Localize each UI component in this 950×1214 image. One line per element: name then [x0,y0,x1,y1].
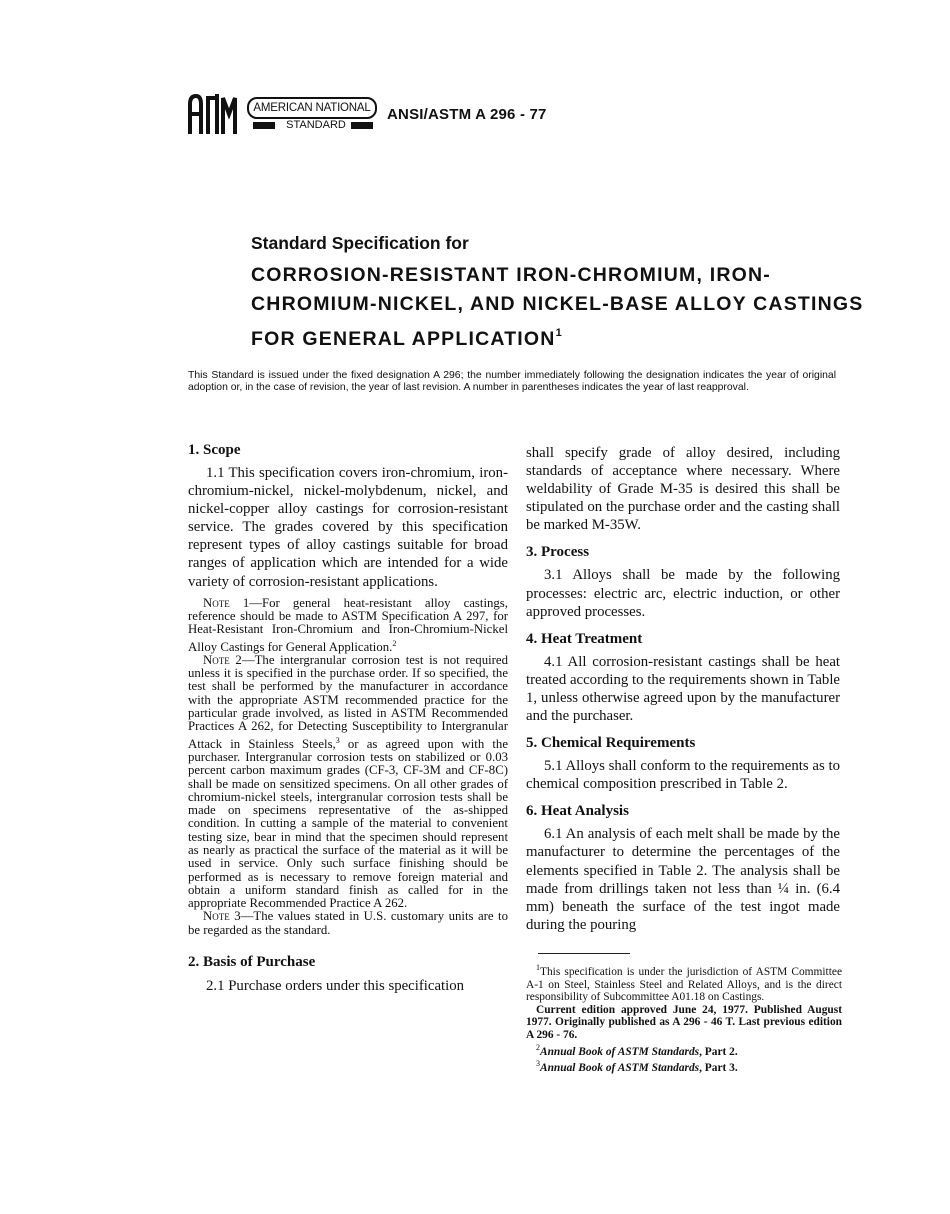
footnote-2-mark: 2 [536,1042,540,1052]
footnotes [526,962,842,1075]
note-3 [188,910,508,937]
footnote-3-part: , Part 3. [699,1062,738,1075]
standard-designation: ANSI/ASTM A 296 - 77 [387,106,547,123]
footnote-1-mark: 1 [536,963,540,972]
title-intro: Standard Specification for [251,233,469,253]
footnote-1-text: This specification is under the jurisdiction of ASTM Committee A-1 on Steel, Stainless Steel and Related Alloys, and is the direct responsibility of Subcommittee A01.18 on Castings. [526,966,842,1004]
paragraph-1-1: 1.1 This specification covers iron-chromium, iron-chromium-nickel, nickel-molybdenum, nickel, and nickel-copper alloy castings for corrosion-resistant service. The grades covered by this specification represent types of alloy castings suitable for broad ranges of application which are intended for a wide variety of corrosion-resistant applications. [188,465,508,590]
footnote-2-book: Annual Book of ASTM Standards [540,1045,700,1058]
note-1-label: Note 1 [203,595,250,610]
note-1-text: —For general heat-resistant alloy castings, reference should be made to ASTM Specification A 297, for Heat-Resistant Iron-Chromium and Iron-Chromium-Nickel Alloy Castings for General Application. [188,595,508,654]
footnote-3-mark: 3 [536,1059,540,1069]
page-title [251,261,871,354]
section-heading-process: 3. Process [526,544,590,561]
paragraph-6-1: 6.1 An analysis of each melt shall be made by the manufacturer to determine the percentages of the elements specified in Table 2. The analysis shall be made from drillings taken not less than ¼ in. (6.4 mm) beneath the surface of the test ingot made during the pouring [526,826,840,933]
note-3-label: Note 3 [203,909,241,924]
issue-note: This Standard is issued under the fixed designation A 296; the number immediately following the designation indicates the year of original adoption or, in the case of revision, the year of last revision. A number in parentheses indicates the year of last reapproval. [188,370,836,393]
badge-line-1: AMERICAN NATIONAL [247,97,377,119]
title-text: CORROSION-RESISTANT IRON-CHROMIUM, IRON-CHROMIUM-NICKEL, AND NICKEL-BASE ALLOY CASTINGS FOR GENERAL APPLICATION [251,264,864,350]
paragraph-4-1: 4.1 All corrosion-resistant castings shall be heat treated according to the requirements shown in Table 1, unless otherwise agreed upon by the manufacturer and the purchaser. [526,653,840,725]
footnote-2-part: , Part 2. [699,1045,738,1058]
note-2-text-a: —The intergranular corrosion test is not required unless it is specified in the purchase order. If so specified, the test shall be performed by the manufacturer in accordance with the appropriate ASTM recommended practice for the particular grade involved, as listed in ASTM Recommended Practices A 262, for Detecting Susceptibility to Intergranular Attack in Stainless Steels, [188,652,508,751]
footnote-3 [526,1058,842,1075]
section-heading-heat-analysis: 6. Heat Analysis [526,803,629,820]
note-2-footnote-mark: 3 [335,735,340,745]
right-column [526,440,840,934]
footnote-1-edition: Current edition approved June 24, 1977. Published August 1977. Originally published as A 296 - 46 T. Last previous edition A 296 - 76. [526,1003,842,1041]
astm-logo [187,92,237,136]
note-1-footnote-mark: 2 [392,638,397,648]
note-2 [188,654,508,911]
note-2-label: Note 2 [203,652,242,667]
section-heading-chemical-requirements: 5. Chemical Requirements [526,735,696,752]
paragraph-3-1: 3.1 Alloys shall be made by the following processes: electric arc, electric induction, or other approved processes. [526,567,840,620]
note-2-text-b: or as agreed upon with the purchaser. Intergranular corrosion tests on stabilized or 0.03 percent carbon maximum grades (CF-3, CF-3M and CF-8C) shall be made on sensitized specimens. On all other grades of chromium-nickel steels, intergranular corrosion tests shall be made on specimens representative of the as-shipped condition. In cutting a sample of the material to convenient testing size, bear in mind that the specimen should represent as nearly as practical the surface of the material as it will be used in service. Only such surface finishing should be performed as is necessary to remove foreign material and obtain a uniform standard finish as called for in the appropriate Recommended Practice A 262. [188,736,509,911]
paragraph-2-1: 2.1 Purchase orders under this specification [206,978,465,995]
section-heading-basis-of-purchase: 2. Basis of Purchase [188,954,316,971]
section-heading-heat-treatment: 4. Heat Treatment [526,630,643,647]
note-3-text: —The values stated in U.S. customary units are to be regarded as the standard. [188,909,508,937]
title-footnote-mark: 1 [555,327,562,339]
paragraph-5-1: 5.1 Alloys shall conform to the requirements as to chemical composition prescribed in Table 2. [526,758,840,793]
american-national-standard-badge [247,97,375,135]
note-1 [188,597,508,654]
footnote-1 [526,962,842,1004]
footnote-3-book: Annual Book of ASTM Standards [540,1062,700,1075]
badge-line-2: STANDARD [286,119,346,131]
left-column [188,440,508,995]
footnote-divider [538,953,630,954]
section-heading-scope: 1. Scope [188,442,241,458]
footnote-2 [526,1042,842,1059]
badge-bar-right [351,122,373,129]
paragraph-2-1-continued: shall specify grade of alloy desired, including standards of acceptance where necessary. Where weldability of Grade M-35 is desired this shall be stipulated on the purchase order and the casting shall be marked M-35W. [526,445,840,534]
